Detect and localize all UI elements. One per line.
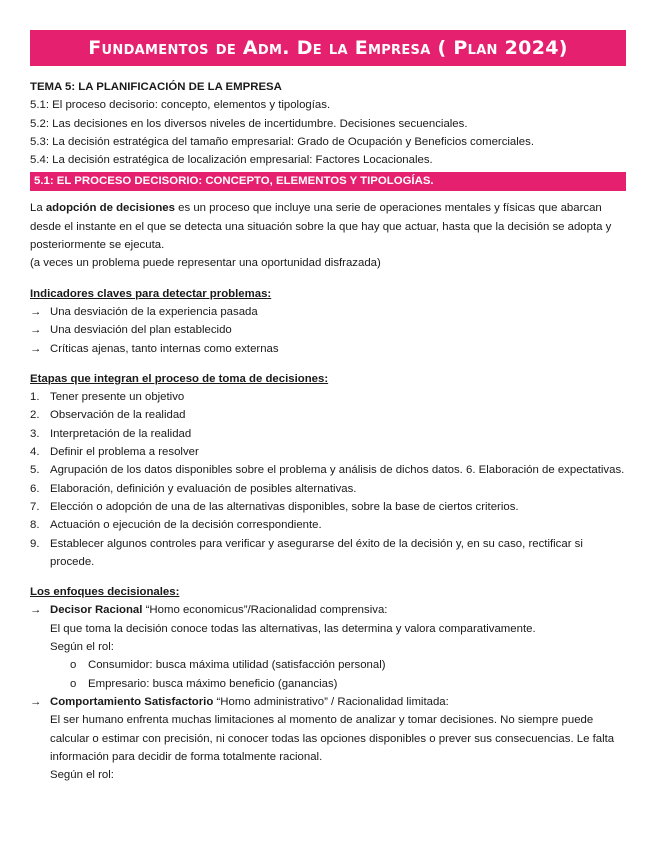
item-number: 1. [30,391,40,404]
bullet-icon: o [70,677,77,690]
tema-item: 5.1: El proceso decisorio: concepto, elementos y tipologías. [30,99,331,112]
role-item [30,675,630,693]
tema-item: 5.2: Las decisiones en los diversos niveles de incertidumbre. Decisiones secuenciales. [30,117,468,130]
arrow-icon: → [30,695,42,708]
arrow-icon: → [30,324,42,337]
intro-rest: es un proceso que incluye una serie de operaciones mentales y físicas que abarcan desde el instante en el que se detecta una situación sobre la que hay que actuar, hasta que la decisión se adopta y posteriormente se ejecuta. [30,202,612,252]
item-number: 7. [30,500,40,513]
enfoque-name: Comportamiento Satisfactorio [50,695,214,708]
list-item [30,516,630,534]
item-number: 6. [30,482,40,495]
list-item [30,535,630,572]
segun-rol-label: Según el rol: [50,641,114,654]
section-title-bar: 5.1: EL PROCESO DECISORIO: CONCEPTO, ELEMENTOS Y TIPOLOGÍAS. [30,172,626,191]
tema-item: 5.3: La decisión estratégica del tamaño empresarial: Grado de Ocupación y Beneficios comerciales. [30,135,534,148]
role-text: Consumidor: busca máxima utilidad (satisfacción personal) [88,659,386,672]
arrow-icon: → [30,604,42,617]
document-body [30,78,630,784]
enfoques-heading: Los enfoques decisionales: [30,586,180,599]
list-item-text: Elaboración, definición y evaluación de posibles alternativas. [50,482,357,495]
item-number: 9. [30,537,40,550]
item-number: 2. [30,409,40,422]
list-item-text: Definir el problema a resolver [50,446,199,459]
list-item-text: Una desviación de la experiencia pasada [50,305,258,318]
list-item-text: Interpretación de la realidad [50,427,192,440]
list-item [30,425,630,443]
list-item-text: Tener presente un objetivo [50,391,185,404]
item-number: 4. [30,446,40,459]
arrow-icon: → [30,305,42,318]
segun-rol-label: Según el rol: [50,769,114,782]
enfoque-description: El ser humano enfrenta muchas limitaciones al momento de analizar y tomar decisiones. No siempre puede calcular o estimar con precisión, ni conocer todas las opciones disponibles o prever sus consecuencias. Le falta información para decidir de forma totalmente racional. [50,714,615,763]
role-text: Empresario: busca máximo beneficio (ganancias) [88,677,338,690]
list-item-text: Actuación o ejecución de la decisión correspondiente. [50,519,322,532]
item-number: 3. [30,427,40,440]
bullet-icon: o [70,659,77,672]
list-item [30,461,630,479]
list-item [30,340,630,358]
tema-heading: TEMA 5: LA PLANIFICACIÓN DE LA EMPRESA [30,81,282,93]
enfoque-subtitle: “Homo economicus”/Racionalidad comprensiva: [142,604,388,617]
arrow-icon: → [30,342,42,355]
list-item-text: Establecer algunos controles para verificar y asegurarse del éxito de la decisión y, en su caso, rectificar si procede. [50,537,583,568]
list-item [30,321,630,339]
intro-bold-term: adopción de decisiones [45,202,175,215]
item-number: 8. [30,519,40,532]
enfoque-racional [30,601,630,619]
list-item [30,443,630,461]
document-title: Fundamentos de Adm. De la Empresa ( Plan 2024) [88,37,568,59]
list-item [30,406,630,424]
list-item-text: Elección o adopción de una de las alternativas disponibles, sobre la base de ciertos criterios. [50,500,519,513]
enfoque-subtitle: “Homo administrativo” / Racionalidad limitada: [213,695,449,708]
enfoque-satisfactorio [30,693,630,711]
list-item [30,303,630,321]
list-item-text: Agrupación de los datos disponibles sobre el problema y análisis de dichos datos. 6. Elaboración de expectativas. [50,464,625,477]
enfoque-description: El que toma la decisión conoce todas las alternativas, las determina y valora comparativamente. [50,622,536,635]
tema-item: 5.4: La decisión estratégica de localización empresarial: Factores Locacionales. [30,154,433,167]
list-item-text: Observación de la realidad [50,409,186,422]
intro-note: (a veces un problema puede representar una oportunidad disfrazada) [30,257,381,270]
list-item-text: Una desviación del plan establecido [50,324,232,337]
intro-paragraph [30,199,630,254]
enfoque-name: Decisor Racional [50,604,143,617]
list-item-text: Críticas ajenas, tanto internas como externas [50,342,279,355]
indicadores-heading: Indicadores claves para detectar problemas: [30,287,272,300]
item-number: 5. [30,464,40,477]
etapas-heading: Etapas que integran el proceso de toma de decisiones: [30,372,329,385]
role-item [30,656,630,674]
list-item [30,388,630,406]
title-banner [30,30,626,66]
list-item [30,498,630,516]
intro-pre: La [30,202,46,215]
list-item [30,480,630,498]
